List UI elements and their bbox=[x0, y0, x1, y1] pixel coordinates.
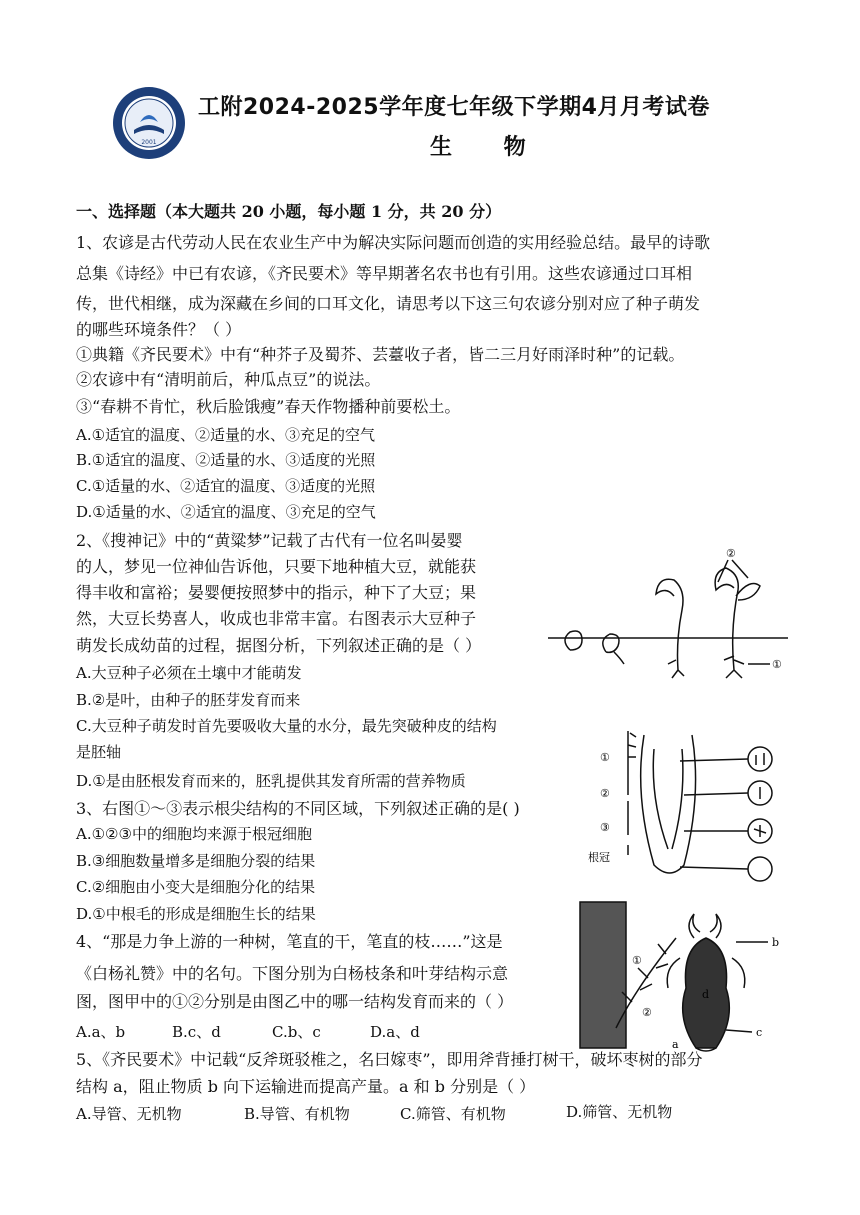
q3-option: C.②细胞由小变大是细胞分化的结果 bbox=[76, 878, 316, 896]
q3-option: A.①②③中的细胞均来源于根冠细胞 bbox=[76, 825, 312, 843]
logo-year: 2001 bbox=[141, 139, 157, 146]
q4-option: A.a、b bbox=[76, 1023, 126, 1041]
school-logo bbox=[112, 86, 186, 160]
figure-label: 根冠 bbox=[588, 851, 610, 864]
q4-line: 《白杨礼赞》中的名句。下图分别为白杨枝条和叶芽结构示意 bbox=[76, 964, 509, 983]
q1-line: ①典籍《齐民要术》中有“种芥子及蜀芥、芸薹收子者，皆二三月好雨泽时种”的记载。 bbox=[76, 345, 685, 364]
figure-label: ② bbox=[642, 1006, 652, 1019]
q2-line: 然，大豆长势喜人，收成也非常丰富。右图表示大豆种子 bbox=[76, 609, 477, 628]
q2-line: 萌发长成幼苗的过程，据图分析，下列叙述正确的是（ ） bbox=[76, 636, 482, 655]
q3-stem: 3、右图①～③表示根尖结构的不同区域，下列叙述正确的是( ) bbox=[76, 799, 520, 818]
q1-line: 总集《诗经》中已有农谚，《齐民要术》等早期著名农书也有引用。这些农谚通过口耳相 bbox=[76, 264, 693, 283]
q2-option: C.大豆种子萌发时首先要吸收大量的水分，最先突破种皮的结构 bbox=[76, 717, 497, 735]
q5-option: A.导管、无机物 bbox=[76, 1105, 182, 1123]
figure-label: a bbox=[672, 1038, 679, 1051]
q2-option: D.①是由胚根发育而来的，胚乳提供其发育所需的营养物质 bbox=[76, 772, 466, 790]
q1-option: B.①适宜的温度、②适量的水、③适度的光照 bbox=[76, 451, 376, 469]
q4-line: 4、“那是力争上游的一种树，笔直的干，笔直的枝……”这是 bbox=[76, 932, 503, 951]
q5-line: 5、《齐民要术》中记载“反斧斑驳椎之，名曰嫁枣”，即用斧背捶打树干，破坏枣树的部分 bbox=[76, 1050, 703, 1069]
figure-label: c bbox=[756, 1026, 763, 1039]
q5-option: C.筛管、有机物 bbox=[400, 1105, 506, 1123]
q1-line: ③“春耕不肯忙，秋后脸饿瘦”春天作物播种前要松土。 bbox=[76, 397, 461, 416]
soybean-germination-figure bbox=[548, 540, 788, 680]
q5-line: 结构 a，阻止物质 b 向下运输进而提高产量。a 和 b 分别是（ ） bbox=[76, 1077, 536, 1096]
q2-option: B.②是叶，由种子的胚芽发育而来 bbox=[76, 691, 301, 709]
q4-option: B.c、d bbox=[172, 1023, 221, 1041]
figure-label: ① bbox=[772, 658, 782, 671]
q4-option: C.b、c bbox=[272, 1023, 321, 1041]
root-tip-figure bbox=[584, 725, 784, 895]
figure-label: ② bbox=[726, 547, 736, 560]
q4-option: D.a、d bbox=[370, 1023, 420, 1041]
q2-line: 得丰收和富裕；晏婴便按照梦中的指示，种下了大豆；果 bbox=[76, 583, 477, 602]
figure-label: d bbox=[702, 988, 710, 1001]
q2-option: A.大豆种子必须在土壤中才能萌发 bbox=[76, 664, 302, 682]
q5-option: B.导管、有机物 bbox=[244, 1105, 350, 1123]
q1-line: 的哪些环境条件？（ ） bbox=[76, 320, 242, 339]
q3-option: D.①中根毛的形成是细胞生长的结果 bbox=[76, 905, 316, 923]
q1-line: 1、农谚是古代劳动人民在农业生产中为解决实际问题而创造的实用经验总结。最早的诗歌 bbox=[76, 233, 711, 252]
exam-title: 工附2024-2025学年度七年级下学期4月月考试卷 bbox=[198, 95, 710, 120]
figure-label: b bbox=[772, 936, 780, 949]
q1-option: A.①适宜的温度、②适量的水、③充足的空气 bbox=[76, 426, 376, 444]
exam-subject: 生 物 bbox=[430, 135, 548, 160]
q1-option: D.①适量的水、②适宜的温度、③充足的空气 bbox=[76, 503, 376, 521]
figure-label: ① bbox=[600, 751, 610, 764]
section-heading: 一、选择题（本大题共 20 小题，每小题 1 分，共 20 分） bbox=[76, 202, 502, 221]
poplar-branch-bud-figure bbox=[576, 898, 786, 1058]
q3-option: B.③细胞数量增多是细胞分裂的结果 bbox=[76, 852, 316, 870]
figure-label: ① bbox=[632, 954, 642, 967]
figure-label: ③ bbox=[600, 821, 610, 834]
q4-line: 图，图甲中的①②分别是由图乙中的哪一结构发育而来的（ ） bbox=[76, 992, 514, 1011]
q2-option: 是胚轴 bbox=[76, 743, 122, 761]
q2-line: 的人，梦见一位神仙告诉他，只要下地种植大豆，就能获 bbox=[76, 557, 477, 576]
q2-line: 2、《搜神记》中的“黄粱梦”记载了古代有一位名叫晏婴 bbox=[76, 531, 463, 550]
figure-label: ② bbox=[600, 787, 610, 800]
q1-option: C.①适量的水、②适宜的温度、③适度的光照 bbox=[76, 477, 376, 495]
q1-line: ②农谚中有“清明前后，种瓜点豆”的说法。 bbox=[76, 370, 381, 389]
q1-line: 传，世代相继，成为深藏在乡间的口耳文化，请思考以下这三句农谚分别对应了种子萌发 bbox=[76, 294, 701, 313]
q5-option: D.筛管、无机物 bbox=[566, 1103, 673, 1121]
